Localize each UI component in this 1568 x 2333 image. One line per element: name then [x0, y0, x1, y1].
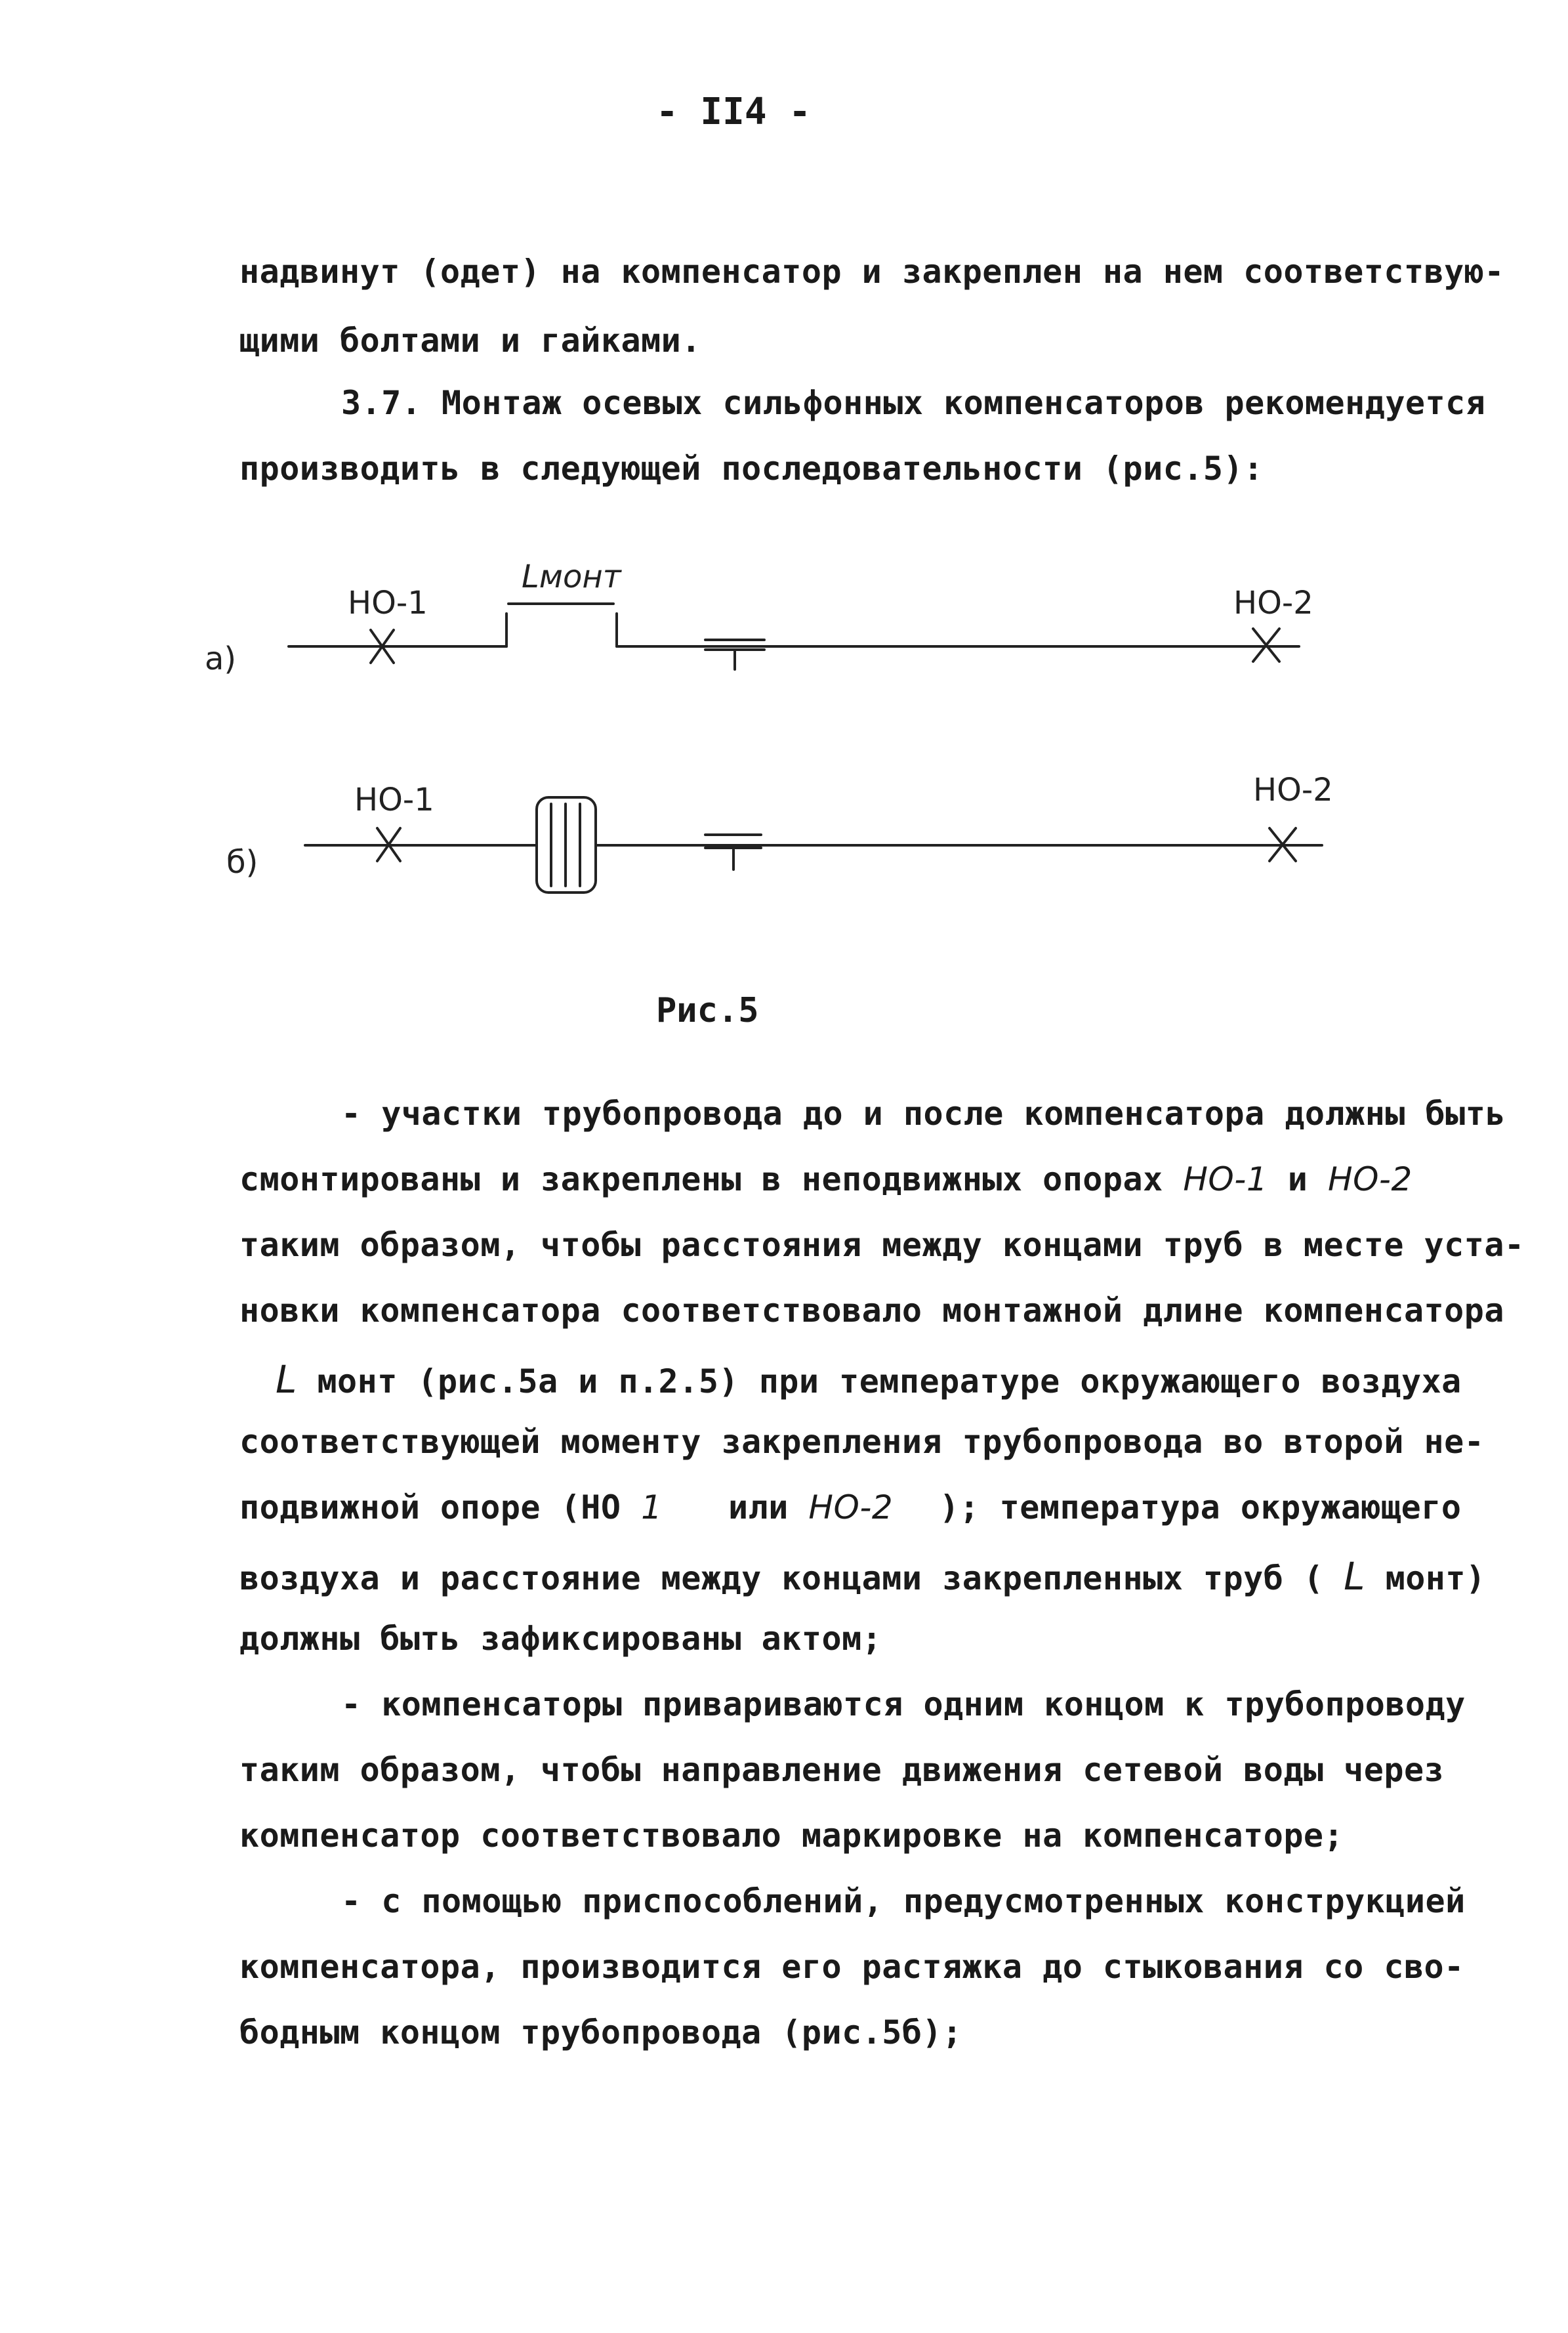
text-segment: ); температура окружающего	[939, 1488, 1462, 1526]
text-line: производить в следующей последовательности (рис.5):	[239, 450, 1264, 488]
section-heading-line: 3.7. Монтаж осевых сильфонных компенсаторов рекомендуется	[341, 384, 1486, 422]
text-line: компенсатор соответствовало маркировке на компенсаторе;	[239, 1817, 1344, 1855]
support-label-left: НО-1	[348, 585, 428, 621]
text-segment: монт (рис.5а и п.2.5) при температуре окружающего воздуха	[317, 1362, 1462, 1400]
symbol-l: L	[276, 1357, 297, 1402]
diagram-b	[226, 772, 1333, 893]
text-segment: воздуха и расстояние между концами закрепленных труб (	[239, 1559, 1324, 1597]
text-line: щими болтами и гайками.	[239, 322, 701, 360]
text-line	[239, 1488, 1462, 1526]
text-line: компенсатора, производится его растяжка до стыкования со сво-	[239, 1948, 1464, 1986]
text-segment: или	[728, 1488, 789, 1526]
symbol-l: L	[1344, 1554, 1365, 1599]
support-label-right: НО-2	[1253, 772, 1333, 809]
text-line	[276, 1357, 1462, 1402]
text-line: соответствующей моменту закрепления трубопровода во второй не-	[239, 1423, 1485, 1461]
text-line: надвинут (одет) на компенсатор и закреплен на нем соответствую-	[239, 253, 1504, 291]
page-number: - II4 -	[656, 91, 812, 133]
text-line: таким образом, чтобы направление движения сетевой воды через	[239, 1751, 1445, 1789]
text-line: новки компенсатора соответствовало монтажной длине компенсатора	[239, 1292, 1504, 1330]
support-ref: НО-2	[1327, 1160, 1413, 1198]
text-segment: монт)	[1385, 1559, 1486, 1597]
diagram-b-label: б)	[226, 844, 258, 881]
text-line: таким образом, чтобы расстояния между концами труб в месте уста-	[239, 1226, 1525, 1264]
text-line	[239, 1160, 1413, 1198]
support-ref: НО-1	[1183, 1160, 1268, 1198]
text-line: бодным концом трубопровода (рис.5б);	[239, 2013, 962, 2051]
text-line: - участки трубопровода до и после компенсатора должны быть	[341, 1095, 1506, 1133]
support-ref: 1	[641, 1488, 663, 1526]
support-label-left: НО-1	[354, 782, 434, 818]
text-segment: подвижной опоре (НО	[239, 1488, 621, 1526]
support-label-right: НО-2	[1233, 585, 1313, 621]
diagram-a-label: а)	[205, 641, 237, 677]
text-line	[239, 1554, 1486, 1599]
diagram-a	[205, 558, 1313, 677]
text-line: должны быть зафиксированы актом;	[239, 1620, 882, 1658]
text-segment: смонтированы и закреплены в неподвижных опорах	[239, 1160, 1163, 1198]
figure-caption: Рис.5	[656, 991, 759, 1030]
support-ref: НО-2	[808, 1488, 894, 1526]
text-segment: и	[1287, 1160, 1308, 1198]
dimension-label: Lмонт	[522, 558, 621, 595]
text-line: - с помощью приспособлений, предусмотренных конструкцией	[341, 1882, 1466, 1920]
text-line: - компенсаторы привариваются одним концом к трубопроводу	[341, 1685, 1466, 1723]
